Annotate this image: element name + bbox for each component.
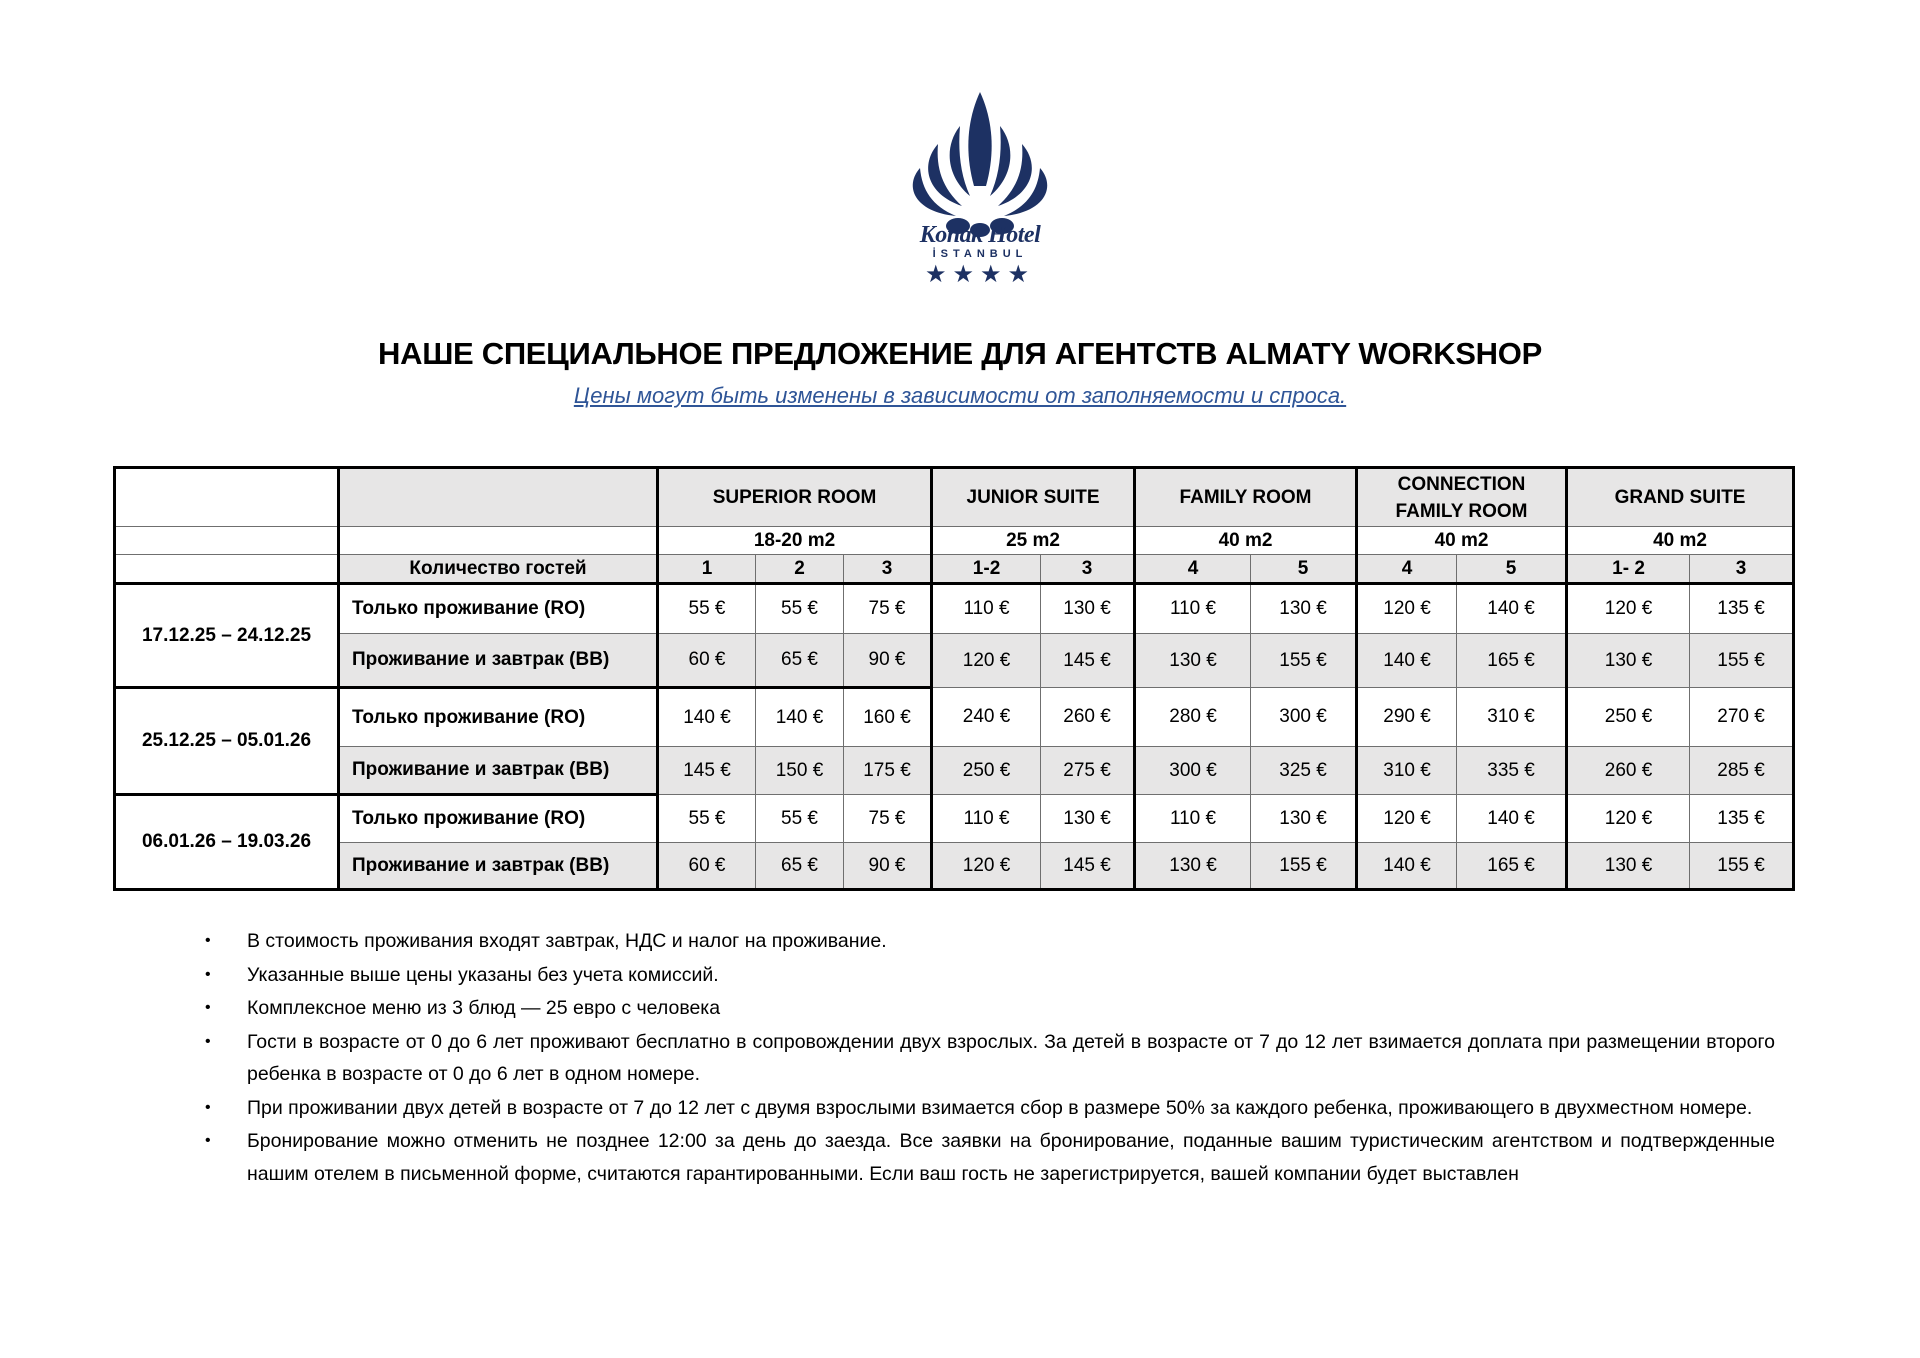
room-size-superior: 18-20 m2 — [658, 527, 932, 555]
price-cell: 290 € — [1357, 688, 1457, 747]
price-cell: 130 € — [1567, 634, 1690, 688]
price-cell: 335 € — [1457, 747, 1567, 795]
price-cell: 145 € — [1041, 843, 1135, 890]
price-cell: 275 € — [1041, 747, 1135, 795]
price-cell: 135 € — [1690, 795, 1794, 843]
room-name-connection-family — [1357, 468, 1567, 527]
price-cell: 90 € — [844, 634, 932, 688]
note-text: Указанные выше цены указаны без учета комиссий. — [247, 963, 719, 986]
list-item — [205, 1026, 1775, 1091]
price-cell: 140 € — [1457, 795, 1567, 843]
price-cell: 155 € — [1251, 634, 1357, 688]
price-cell: 135 € — [1690, 584, 1794, 634]
meal-plan: Проживание и завтрак (BB) — [339, 634, 658, 688]
note-text: В стоимость проживания входят завтрак, НДС и налог на проживание. — [247, 930, 887, 952]
price-cell: 55 € — [756, 795, 844, 843]
list-item — [205, 1125, 1775, 1190]
table-row — [115, 584, 1794, 634]
guests-count: 2 — [756, 555, 844, 584]
price-cell: 155 € — [1690, 843, 1794, 890]
rates-table — [113, 466, 1795, 891]
price-cell: 130 € — [1251, 795, 1357, 843]
meal-plan: Только проживание (RO) — [339, 688, 658, 747]
room-size-family: 40 m2 — [1135, 527, 1357, 555]
price-cell: 90 € — [844, 843, 932, 890]
guests-count: 5 — [1457, 555, 1567, 584]
price-cell: 130 € — [1041, 584, 1135, 634]
price-cell: 155 € — [1251, 843, 1357, 890]
price-cell: 285 € — [1690, 747, 1794, 795]
price-cell: 140 € — [756, 688, 844, 747]
price-cell: 260 € — [1567, 747, 1690, 795]
guests-count: 3 — [844, 555, 932, 584]
price-cell: 120 € — [1567, 795, 1690, 843]
guests-count: 5 — [1251, 555, 1357, 584]
price-cell: 165 € — [1457, 843, 1567, 890]
price-cell: 120 € — [932, 634, 1041, 688]
price-cell: 310 € — [1457, 688, 1567, 747]
bullet-icon: • — [205, 1032, 211, 1050]
page-subtitle-note: Цены могут быть изменены в зависимости от заполняемости и спроса. — [573, 383, 1347, 408]
header-corner-cell — [115, 468, 339, 527]
price-cell: 110 € — [1135, 584, 1251, 634]
price-cell: 145 € — [1041, 634, 1135, 688]
price-cell: 130 € — [1135, 634, 1251, 688]
guests-corner-cell — [115, 555, 339, 584]
guests-count: 4 — [1135, 555, 1251, 584]
period-dates: 06.01.26 – 19.03.26 — [115, 795, 339, 890]
period-dates: 17.12.25 – 24.12.25 — [115, 584, 339, 688]
price-cell: 55 € — [756, 584, 844, 634]
room-name-line2: FAMILY ROOM — [1395, 500, 1528, 522]
price-cell: 140 € — [1457, 584, 1567, 634]
table-row — [115, 843, 1794, 890]
size-blank-cell — [339, 527, 658, 555]
period-dates: 25.12.25 – 05.01.26 — [115, 688, 339, 795]
hotel-city: İSTANBUL — [932, 248, 1028, 260]
hotel-brand-name: Konak Hotel — [919, 222, 1041, 248]
room-size-grand-suite: 40 m2 — [1567, 527, 1794, 555]
bullet-icon: • — [205, 965, 211, 983]
price-cell: 155 € — [1690, 634, 1794, 688]
table-row — [115, 688, 1794, 747]
price-cell: 300 € — [1251, 688, 1357, 747]
size-corner-cell — [115, 527, 339, 555]
price-cell: 140 € — [1357, 634, 1457, 688]
price-cell: 165 € — [1457, 634, 1567, 688]
room-size-junior-suite: 25 m2 — [932, 527, 1135, 555]
meal-plan: Проживание и завтрак (BB) — [339, 843, 658, 890]
price-cell: 150 € — [756, 747, 844, 795]
price-cell: 130 € — [1041, 795, 1135, 843]
header-blank-cell — [339, 468, 658, 527]
price-cell: 55 € — [658, 795, 756, 843]
guests-count-label: Количество гостей — [339, 555, 658, 584]
price-cell: 60 € — [658, 843, 756, 890]
price-cell: 325 € — [1251, 747, 1357, 795]
room-name-family: FAMILY ROOM — [1135, 468, 1357, 527]
guests-count: 1 — [658, 555, 756, 584]
price-cell: 145 € — [658, 747, 756, 795]
guests-count: 3 — [1690, 555, 1794, 584]
price-cell: 270 € — [1690, 688, 1794, 747]
bullet-icon: • — [205, 999, 211, 1016]
price-cell: 110 € — [932, 795, 1041, 843]
page-title: НАШЕ СПЕЦИАЛЬНОЕ ПРЕДЛОЖЕНИЕ ДЛЯ АГЕНТСТВ ALMATY WORKSHOP — [378, 336, 1542, 371]
price-cell: 65 € — [756, 843, 844, 890]
price-cell: 55 € — [658, 584, 756, 634]
price-cell: 280 € — [1135, 688, 1251, 747]
guests-count: 1-2 — [932, 555, 1041, 584]
table-row — [115, 747, 1794, 795]
price-cell: 110 € — [1135, 795, 1251, 843]
price-cell: 175 € — [844, 747, 932, 795]
price-cell: 110 € — [932, 584, 1041, 634]
price-cell: 65 € — [756, 634, 844, 688]
bullet-icon: • — [205, 1132, 211, 1149]
price-cell: 260 € — [1041, 688, 1135, 747]
table-row — [115, 795, 1794, 843]
meal-plan: Только проживание (RO) — [339, 795, 658, 843]
terms-list — [205, 925, 1775, 1191]
note-text: Гости в возрасте от 0 до 6 лет проживают бесплатно в сопровождении двух взрослых. За детей в возрасте от 7 до 12 лет взимается доплата при размещении второго ребенка в возрасте от 0 до 6 лет в одном номере. — [247, 1030, 1775, 1085]
list-item — [205, 959, 1775, 992]
guests-count: 4 — [1357, 555, 1457, 584]
bullet-icon: • — [205, 932, 211, 949]
price-cell: 140 € — [1357, 843, 1457, 890]
room-name-superior: SUPERIOR ROOM — [658, 468, 932, 527]
price-cell: 130 € — [1251, 584, 1357, 634]
list-item — [205, 992, 1775, 1025]
price-cell: 120 € — [1357, 584, 1457, 634]
price-cell: 75 € — [844, 584, 932, 634]
bullet-icon: • — [205, 1098, 211, 1116]
guests-count: 1- 2 — [1567, 555, 1690, 584]
price-cell: 140 € — [658, 688, 756, 747]
note-text: Комплексное меню из 3 блюд — 25 евро с человека — [247, 997, 721, 1019]
note-text: При проживании двух детей в возрасте от 7 до 12 лет с двумя взрослыми взимается сбор в размере 50% за каждого ребенка, проживающего в двухместном номере. — [247, 1096, 1753, 1119]
room-name-junior-suite: JUNIOR SUITE — [932, 468, 1135, 527]
price-cell: 60 € — [658, 634, 756, 688]
guests-count: 3 — [1041, 555, 1135, 584]
price-cell: 250 € — [1567, 688, 1690, 747]
price-cell: 300 € — [1135, 747, 1251, 795]
price-cell: 120 € — [1567, 584, 1690, 634]
room-size-connection-family: 40 m2 — [1357, 527, 1567, 555]
price-cell: 130 € — [1135, 843, 1251, 890]
list-item — [205, 1092, 1775, 1125]
room-name-line1: CONNECTION — [1397, 473, 1526, 495]
price-cell: 120 € — [932, 843, 1041, 890]
price-cell: 75 € — [844, 795, 932, 843]
table-row — [115, 634, 1794, 688]
meal-plan: Только проживание (RO) — [339, 584, 658, 634]
list-item — [205, 925, 1775, 958]
price-cell: 120 € — [1357, 795, 1457, 843]
room-name-grand-suite: GRAND SUITE — [1567, 468, 1794, 527]
star-rating-icon: ★★★★ — [924, 261, 1036, 288]
price-cell: 240 € — [932, 688, 1041, 747]
price-cell: 250 € — [932, 747, 1041, 795]
price-cell: 160 € — [844, 688, 932, 747]
note-text: Бронирование можно отменить не позднее 12:00 за день до заезда. Все заявки на бронирование, поданные вашим туристическим агентством и подтвержденные нашим отелем в письменной форме, считаются гарантированными. Если ваш гость не зарегистрируется, вашей компании будет выставлен — [247, 1130, 1775, 1185]
meal-plan: Проживание и завтрак (BB) — [339, 747, 658, 795]
price-cell: 130 € — [1567, 843, 1690, 890]
price-cell: 310 € — [1357, 747, 1457, 795]
